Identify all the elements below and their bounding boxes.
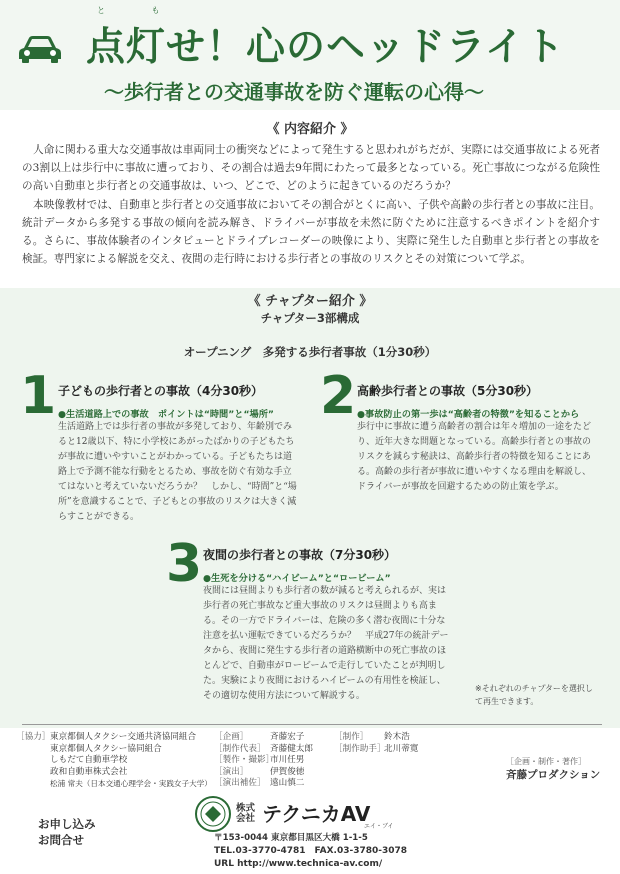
cooperation-item: 東京都個人タクシー交通共済協同組合 [50, 732, 197, 742]
staff-name: 斉藤宏子 [270, 732, 305, 742]
cooperation-item: 東京都個人タクシー協同組合 [50, 743, 162, 754]
company-logo-icon [194, 795, 232, 833]
cooperation-list [50, 732, 212, 790]
staff-name: 市川任男 [270, 755, 305, 765]
cooperation-item: 政和自動車株式会社 [50, 766, 128, 777]
staff-role: ［制作］ [334, 732, 369, 742]
staff-role: ［製作・撮影］ [214, 755, 275, 765]
chapter-note: ※それぞれのチャプターを選択して再生できます。 [475, 684, 593, 706]
company-prefix: 株式会社 [236, 803, 256, 824]
staff-name: 遠山慎二 [270, 778, 305, 788]
chapter-3-number: 3 [166, 534, 203, 594]
chapter-3-body: 夜間には昼間よりも歩行者の数が減ると考えられるが、実は歩行者の死亡事故など重大事故のリスクは昼間よりも高まる。その一方でドライバーは、危険の多く潜む夜間に十分な注意を払い運転できているだろうか？ 平成27年の統計データから、夜間に発生する歩行者の道路横断中の死亡事故のほとんどで、自動車がロービームで走行していたことが判明した。実験により夜間におけるハイビームの有用性を検証し、その適切な使用方法について解説する。 [203, 586, 449, 701]
car-icon [18, 34, 62, 64]
chapter-1-body: 生活道路上では歩行者の事故が多発しており、年齢別でみると12歳以下、特に小学校にあがったばかりの子どもたちが事故に遭いやすいことがわかっている。子どもたちは道路上で予測不能な行動をとるため、事故を防ぐ有効な手立てはないと考えていないだろうか？ しかし、“時間”と“場所”を意識することで、子どもとの事故のリスクは大きく減らすことができる。 [58, 422, 297, 522]
chapter-3-point: ●生死を分ける“ハイビーム”と“ロービーム” [203, 573, 391, 584]
divider [22, 724, 602, 725]
chapter-2-title: 高齢歩行者との事故（5分30秒） [357, 384, 539, 398]
staff-role: ［演出補佐］ [214, 778, 266, 788]
chapter-2-body: 歩行中に事故に遭う高齢者の割合は年々増加の一途をたどり、近年大きな問題となっている。高齢歩行者との事故のリスクを減らす秘訣は、高齢歩行者の特徴を知ることにある。高齢の歩行者が事故に遭いやすくなる理由を解説し、ドライバーが事故を回避するための防止策を学ぶ。 [357, 422, 592, 492]
intro-paragraph-2: 本映像教材では、自動車と歩行者との交通事故においてその割合がとくに高い、子供や高齢の歩行者との事故に注目。統計データから多発する事故の傾向を読み解き、ドライバーが事故を未然に防ぐために注意するべきポイントを紹介する。さらに、事故体験者のインタビューとドライブレコーダーの映像により、実際に発生した自動車と歩行者との事故を検証。専門家による解説を交え、夜間の走行時における歩行者との事故のリスクとその対策について学ぶ。 [22, 198, 600, 266]
staff-role: ［企画］ [214, 732, 249, 742]
chapters-heading: 《 チャプター紹介 》 [247, 294, 373, 309]
chapters-subheading: チャプター3部構成 [260, 311, 360, 325]
cooperation-item: しもだて自動車学校 [50, 755, 128, 765]
company-name: テクニカAV [262, 802, 371, 826]
staff-list-2 [334, 732, 418, 755]
staff-role: ［制作助手］ [334, 743, 386, 754]
staff-name: 鈴木浩 [384, 732, 410, 742]
company-url[interactable]: URL http://www.technica-av.com/ [214, 859, 383, 869]
inquiry-label: お問合せ [38, 833, 84, 847]
staff-name: 北川蒂寛 [384, 743, 419, 754]
company-ruby: エイ・ブイ [364, 823, 394, 830]
chapter-3-title: 夜間の歩行者との事故（7分30秒） [203, 548, 397, 562]
apply-label: お申し込み [38, 817, 96, 831]
staff-role: ［制作代表］ [214, 743, 266, 754]
chapter-opening: オープニング 多発する歩行者事故（1分30秒） [183, 345, 437, 359]
intro-heading: 《 内容紹介 》 [266, 122, 354, 137]
cooperation-label: ［協力］ [16, 732, 51, 742]
chapter-1-point: ●生活道路上での事故 ポイントは“時間”と“場所” [58, 409, 274, 420]
chapter-2-number: 2 [320, 366, 357, 426]
company-address: 〒153-0044 東京都目黒区大橋 1-1-5 [214, 833, 368, 843]
staff-name: 斉藤健太郎 [270, 743, 313, 754]
cooperation-item: 松浦 常夫（日本交通心理学会・実践女子大学） [50, 779, 212, 788]
company-phone: TEL.03-3770-4781 FAX.03-3780-3078 [214, 846, 408, 856]
staff-name: 伊賀俊徳 [270, 766, 305, 777]
chapter-1-title: 子どもの歩行者との事故（4分30秒） [58, 384, 264, 398]
page-title: 点灯せ！心のヘッドライト [86, 24, 565, 70]
title-ruby: と も [97, 6, 182, 15]
producer-label: ［企画・制作・著作］ [506, 757, 586, 766]
intro-text [22, 141, 600, 268]
staff-list [214, 732, 313, 790]
page-subtitle: 〜歩行者との交通事故を防ぐ運転の心得〜 [104, 80, 484, 104]
staff-role: ［演出］ [214, 766, 249, 777]
intro-paragraph-1: 人命に関わる重大な交通事故は車両同士の衝突などによって発生すると思われがちだが、実際には交通事故による死者の3割以上は歩行中に事故に遭っており、その割合は過去9年間にわたって最多となっている。死亡事故につながる危険性の高い自動車と歩行者との交通事故は、いつ、どこで、どのように起きているのだろうか？ [22, 144, 600, 193]
producer-name: 斉藤プロダクション [506, 769, 601, 781]
chapter-1-number: 1 [20, 366, 57, 426]
chapter-2-point: ●事故防止の第一歩は“高齢者の特徴”を知ることから [357, 409, 580, 420]
